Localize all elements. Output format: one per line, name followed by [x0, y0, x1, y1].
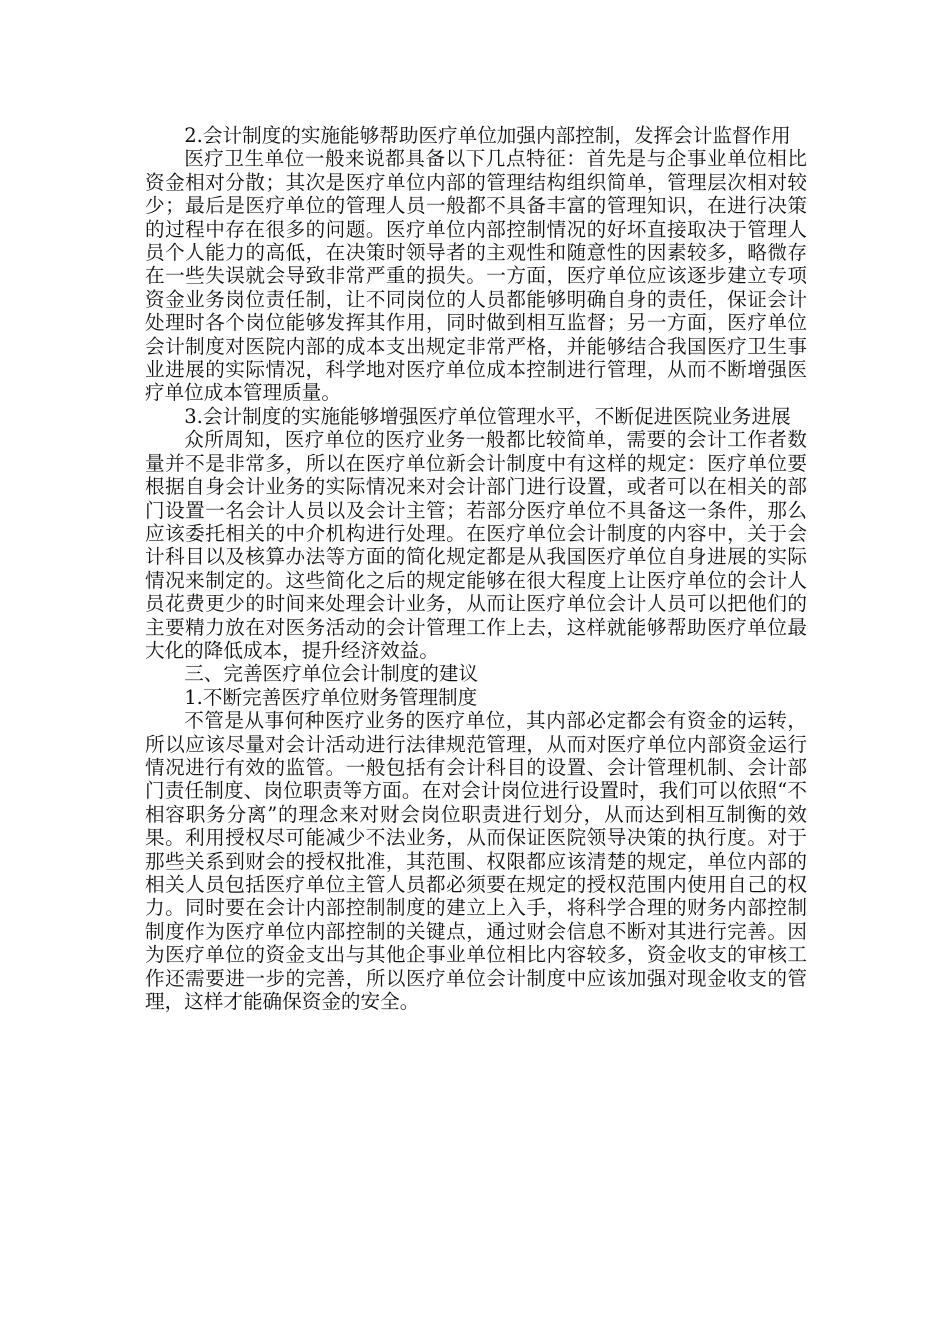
paragraph-management-level: 众所周知，医疗单位的医疗业务一般都比较简单，需要的会计工作者数量并不是非常多，所以在医疗单位新会计制度中有这样的规定：医疗单位要根据自身会计业务的实际情况来对会计部门进行设置，或者可以在相关的部门设置一名会计人员以及会计主管；若部分医疗单位不具备这一条件，那么应该委托相关的中介机构进行处理。在医疗单位会计制度的内容中，关于会计科目以及核算办法等方面的简化规定都是从我国医疗单位自身进展的实际情况来制定的。这些简化之后的规定能够在很大程度上让医疗单位的会计人员花费更少的时间来处理会计业务，从而让医疗单位会计人员可以把他们的主要精力放在对医务活动的会计管理工作上去，这样就能够帮助医疗单位最大化的降低成本，提升经济效益。	[145, 428, 807, 662]
paragraph-financial-management: 不管是从事何种医疗业务的医疗单位，其内部必定都会有资金的运转，所以应该尽量对会计活动进行法律规范管理，从而对医疗单位内部资金运行情况进行有效的监管。一般包括有会计科目的设置、会计管理机制、会计部门责任制度、岗位职责等方面。在对会计岗位进行设置时，我们可以依照“不相容职务分离”的理念来对财会岗位职责进行划分，从而达到相互制衡的效果。利用授权尽可能减少不法业务，从而保证医院领导决策的执行度。对于那些关系到财会的授权批准，其范围、权限都应该清楚的规定，单位内部的相关人员包括医疗单位主管人员都必须要在规定的授权范围内使用自己的权力。同时要在会计内部控制制度的建立上入手，将科学合理的财务内部控制制度作为医疗单位内部控制的关键点，通过财会信息不断对其进行完善。因为医疗单位的资金支出与其他企事业单位相比内容较多，资金收支的审核工作还需要进一步的完善，所以医疗单位会计制度中应该加强对现金收支的管理，这样才能确保资金的安全。	[145, 709, 807, 1014]
paragraph-internal-control: 医疗卫生单位一般来说都具备以下几点特征：首先是与企事业单位相比资金相对分散；其次是医疗单位内部的管理结构组织简单，管理层次相对较少；最后是医疗单位的管理人员一般都不具备丰富的管理知识，在进行决策的过程中存在很多的问题。医疗单位内部控制情况的好坏直接取决于管理人员个人能力的高低，在决策时领导者的主观性和随意性的因素较多，略微存在一些失误就会导致非常严重的损失。一方面，医疗单位应该逐步建立专项资金业务岗位责任制，让不同岗位的人员都能够明确自身的责任，保证会计处理时各个岗位能够发挥其作用，同时做到相互监督；另一方面，医疗单位会计制度对医院内部的成本支出规定非常严格，并能够结合我国医疗卫生事业进展的实际情况，科学地对医疗单位成本控制进行管理，从而不断增强医疗单位成本管理质量。	[145, 147, 807, 405]
heading-implementation-management-level: 3.会计制度的实施能够增强医疗单位管理水平，不断促进医院业务进展	[184, 404, 791, 428]
document-body	[145, 124, 807, 1013]
heading-implementation-internal-control: 2.会计制度的实施能够帮助医疗单位加强内部控制，发挥会计监督作用	[184, 124, 791, 147]
section-heading-suggestions: 三、完善医疗单位会计制度的建议	[184, 662, 479, 686]
subheading-financial-management: 1.不断完善医疗单位财务管理制度	[184, 685, 478, 709]
